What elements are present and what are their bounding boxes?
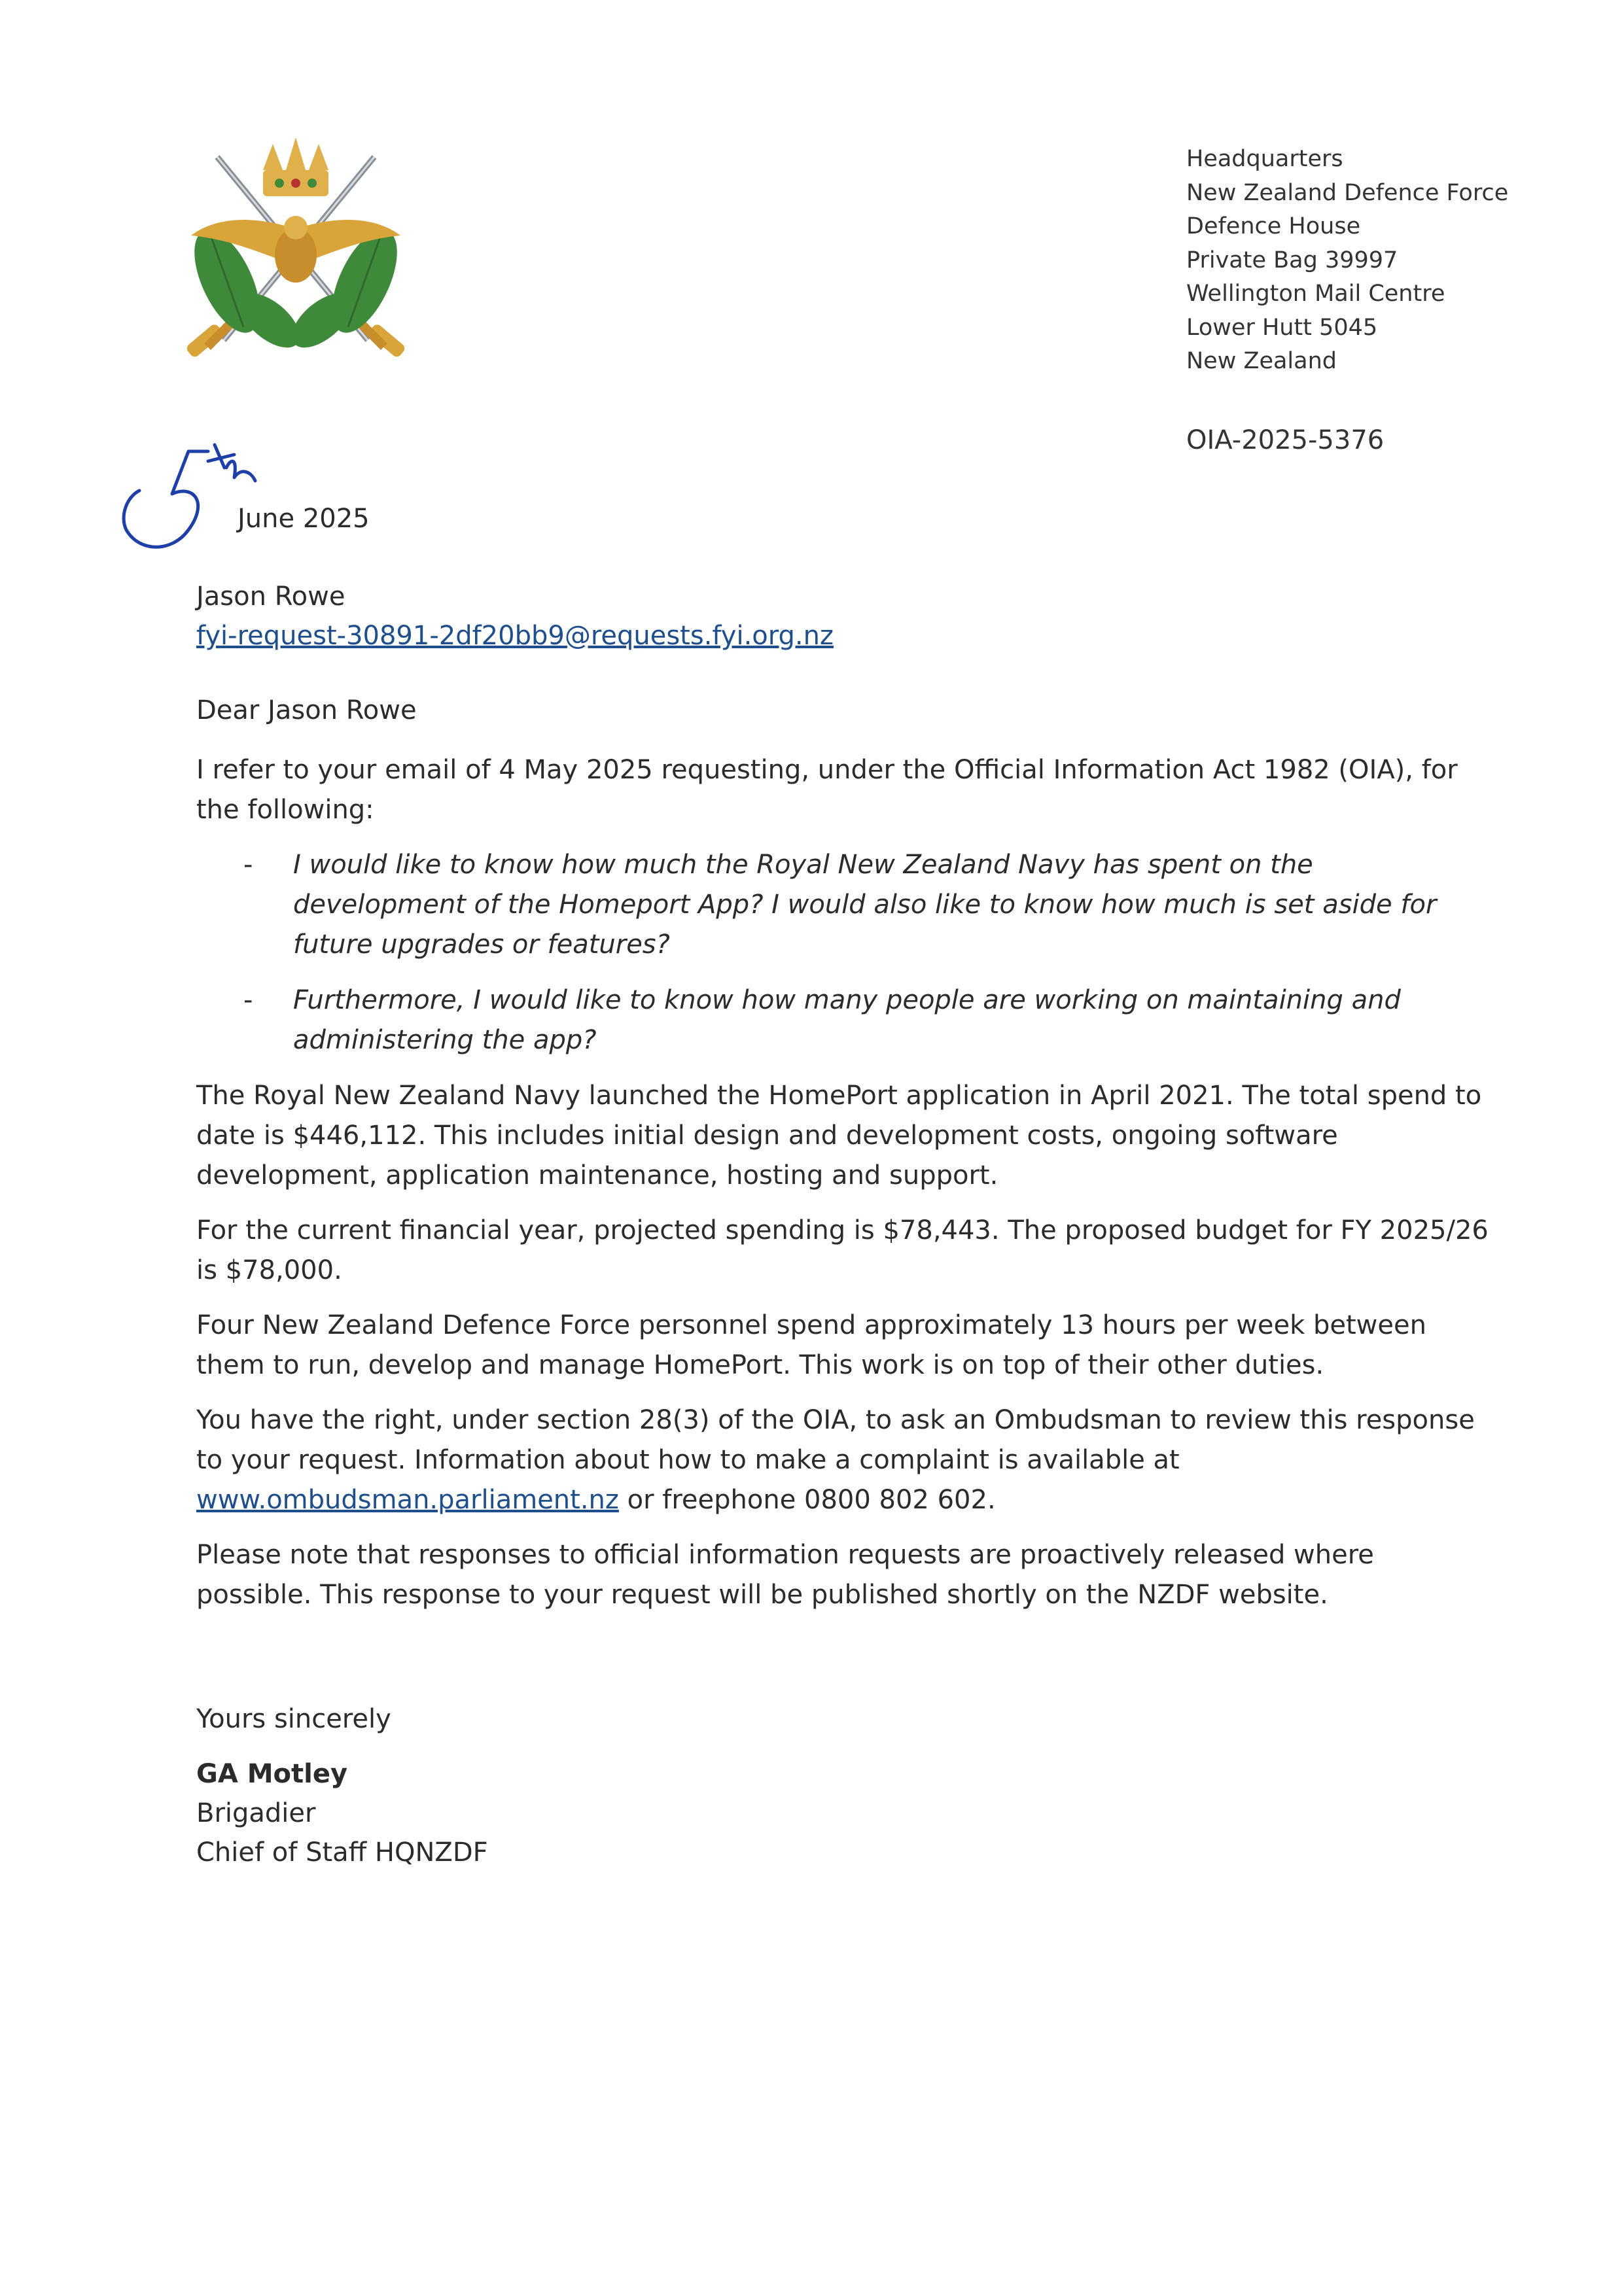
- address-line: New Zealand Defence Force: [1186, 179, 1509, 206]
- request-text: Furthermore, I would like to know how many people are working on maintaining and administering the app?: [293, 985, 1401, 1055]
- valediction: Yours sincerely: [196, 1704, 391, 1734]
- recipient-name: Jason Rowe: [196, 582, 345, 612]
- letter-date: June 2025: [238, 504, 370, 534]
- personnel-paragraph: Four New Zealand Defence Force personnel spend approximately 13 hours per week between them to run, develop and manage HomePort. This work is on top of their other duties.: [196, 1310, 1426, 1380]
- address-line: New Zealand: [1186, 348, 1337, 374]
- naval-crown-icon: [263, 137, 328, 196]
- signatory-rank: Brigadier: [196, 1798, 316, 1828]
- closing-block: [196, 1699, 488, 1872]
- letter-body: [196, 750, 1492, 1630]
- recipient-block: [196, 577, 834, 655]
- signatory-title: Chief of Staff HQNZDF: [196, 1837, 488, 1868]
- ombudsman-link[interactable]: www.ombudsman.parliament.nz: [196, 1485, 619, 1515]
- address-line: Lower Hutt 5045: [1186, 314, 1378, 341]
- list-item: [196, 981, 1492, 1060]
- rights-paragraph: [196, 1400, 1492, 1520]
- address-line: Defence House: [1186, 213, 1361, 239]
- release-note-paragraph: Please note that responses to official information requests are proactively released where possible. This response to your request will be published shortly on the NZDF website.: [196, 1540, 1374, 1610]
- request-list: [196, 845, 1492, 1060]
- recipient-email-link[interactable]: fyi-request-30891-2df20bb9@requests.fyi.org.nz: [196, 621, 834, 651]
- budget-paragraph: For the current financial year, projected spending is $78,443. The proposed budget for FY 2025/26 is $78,000.: [196, 1215, 1489, 1285]
- sender-address: [1186, 143, 1508, 379]
- handwritten-day: [110, 432, 267, 569]
- nzdf-crest-logo: [171, 118, 420, 379]
- rights-after-text: or freephone 0800 802 602.: [627, 1485, 996, 1515]
- rights-text: You have the right, under section 28(3) of the OIA, to ask an Ombudsman to review this response to your request. Information about how to make a complaint is available at: [196, 1405, 1475, 1475]
- list-item: [196, 845, 1492, 965]
- reference-number: OIA-2025-5376: [1186, 425, 1385, 455]
- salutation: Dear Jason Rowe: [196, 695, 417, 725]
- request-text: I would like to know how much the Royal New Zealand Navy has spent on the development of the Homeport App? I would also like to know how much is set aside for future upgrades or features?: [293, 850, 1437, 960]
- intro-paragraph: I refer to your email of 4 May 2025 requesting, under the Official Information Act 1982 (OIA), for the following:: [196, 755, 1458, 825]
- address-line: Wellington Mail Centre: [1186, 281, 1445, 307]
- address-line: Headquarters: [1186, 146, 1343, 172]
- spend-paragraph: The Royal New Zealand Navy launched the HomePort application in April 2021. The total spend to date is $446,112. This includes initial design and development costs, ongoing software development, application maintenance, hosting and support.: [196, 1081, 1482, 1191]
- bullet-dash: -: [243, 985, 253, 1015]
- signatory-name: GA Motley: [196, 1759, 348, 1789]
- address-line: Private Bag 39997: [1186, 247, 1398, 273]
- bullet-dash: -: [243, 850, 253, 880]
